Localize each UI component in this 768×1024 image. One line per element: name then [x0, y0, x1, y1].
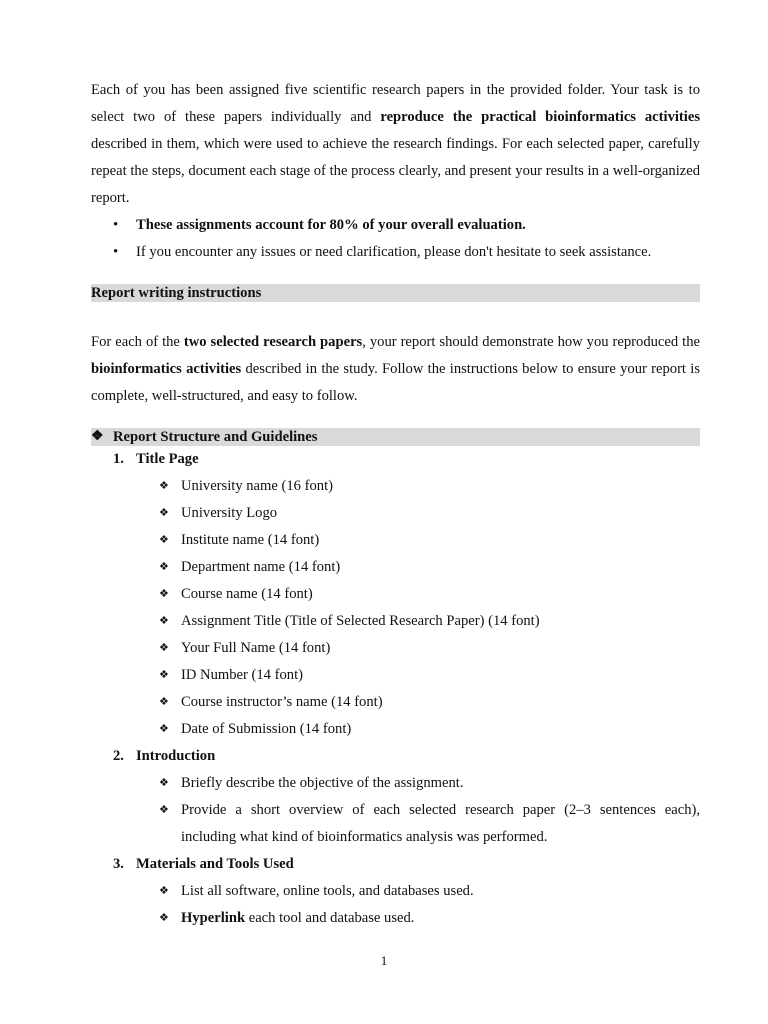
- page-number: 1: [380, 953, 388, 968]
- structure-section-list: [91, 743, 700, 770]
- list-item: ❖ Hyperlink each tool and database used.: [91, 905, 700, 932]
- diamond-bullet-icon: ❖: [159, 480, 169, 492]
- diamond-bullet-icon: ❖: [159, 777, 169, 789]
- list-item: ❖ Course name (14 font): [91, 581, 700, 608]
- diamond-bullet-icon: ❖: [159, 534, 169, 546]
- list-item: ❖ University Logo: [91, 500, 700, 527]
- page-content: [91, 77, 700, 932]
- diamond-bullet-icon: ❖: [159, 912, 169, 924]
- diamond-bullet-icon: ❖: [159, 615, 169, 627]
- report-structure-heading: ❖ Report Structure and Guidelines: [91, 428, 700, 446]
- intro-text-1: Each of you has been assigned five scientific research papers in the provided folder. Your task is to select two of these papers individually and: [91, 82, 700, 125]
- diamond-bullet-icon: ❖: [159, 588, 169, 600]
- list-item: ❖ Your Full Name (14 font): [91, 635, 700, 662]
- diamond-bullet-icon: ❖: [159, 507, 169, 519]
- structure-section-list: [91, 446, 700, 473]
- diamond-bullet-icon: ❖: [159, 642, 169, 654]
- list-item: ❖ Date of Submission (14 font): [91, 716, 700, 743]
- intro-text-2: described in them, which were used to achieve the research findings. For each selected paper, carefully repeat the steps, document each stage of the process clearly, and present your results in a well-organized report.: [91, 136, 700, 206]
- report-writing-heading: Report writing instructions: [91, 284, 700, 302]
- section-introduction: 2. Introduction: [113, 748, 216, 764]
- introduction-items: [91, 770, 700, 851]
- diamond-bullet-icon: ❖: [159, 669, 169, 681]
- diamond-bullet-icon: ❖: [91, 429, 104, 444]
- structure-section-list: [91, 851, 700, 878]
- diamond-bullet-icon: ❖: [159, 696, 169, 708]
- list-item: ❖ Provide a short overview of each selected research paper (2–3 sentences each), including what kind of bioinformatics analysis was performed.: [91, 797, 700, 851]
- diamond-bullet-icon: ❖: [159, 561, 169, 573]
- title-page-items: [91, 473, 700, 743]
- intro-paragraph: [91, 77, 700, 212]
- diamond-bullet-icon: ❖: [159, 804, 169, 816]
- list-item: ❖ List all software, online tools, and databases used.: [91, 878, 700, 905]
- diamond-bullet-icon: ❖: [159, 723, 169, 735]
- intro-bullet-list: [91, 212, 700, 266]
- section-materials-tools: 3. Materials and Tools Used: [113, 856, 294, 872]
- diamond-bullet-icon: ❖: [159, 885, 169, 897]
- list-item: ❖ Institute name (14 font): [91, 527, 700, 554]
- list-item: ❖ University name (16 font): [91, 473, 700, 500]
- intro-text-bold: reproduce the practical bioinformatics activities: [380, 109, 701, 125]
- intro-bullet-assistance: • If you encounter any issues or need clarification, please don't hesitate to seek assistance.: [91, 239, 700, 266]
- list-item: ❖ Briefly describe the objective of the assignment.: [91, 770, 700, 797]
- materials-tools-items: [91, 878, 700, 932]
- list-item: ❖ Course instructor’s name (14 font): [91, 689, 700, 716]
- intro-bullet-evaluation: • These assignments account for 80% of your overall evaluation.: [91, 212, 700, 239]
- list-item: ❖ Assignment Title (Title of Selected Research Paper) (14 font): [91, 608, 700, 635]
- list-item: ❖ Department name (14 font): [91, 554, 700, 581]
- section-title-page: 1. Title Page: [113, 451, 199, 467]
- list-item: ❖ ID Number (14 font): [91, 662, 700, 689]
- report-instructions-paragraph: For each of the two selected research papers, your report should demonstrate how you reproduced the bioinformatics activities described in the study. Follow the instructions below to ensure your report is complete, well-structured, and easy to follow.: [91, 334, 701, 404]
